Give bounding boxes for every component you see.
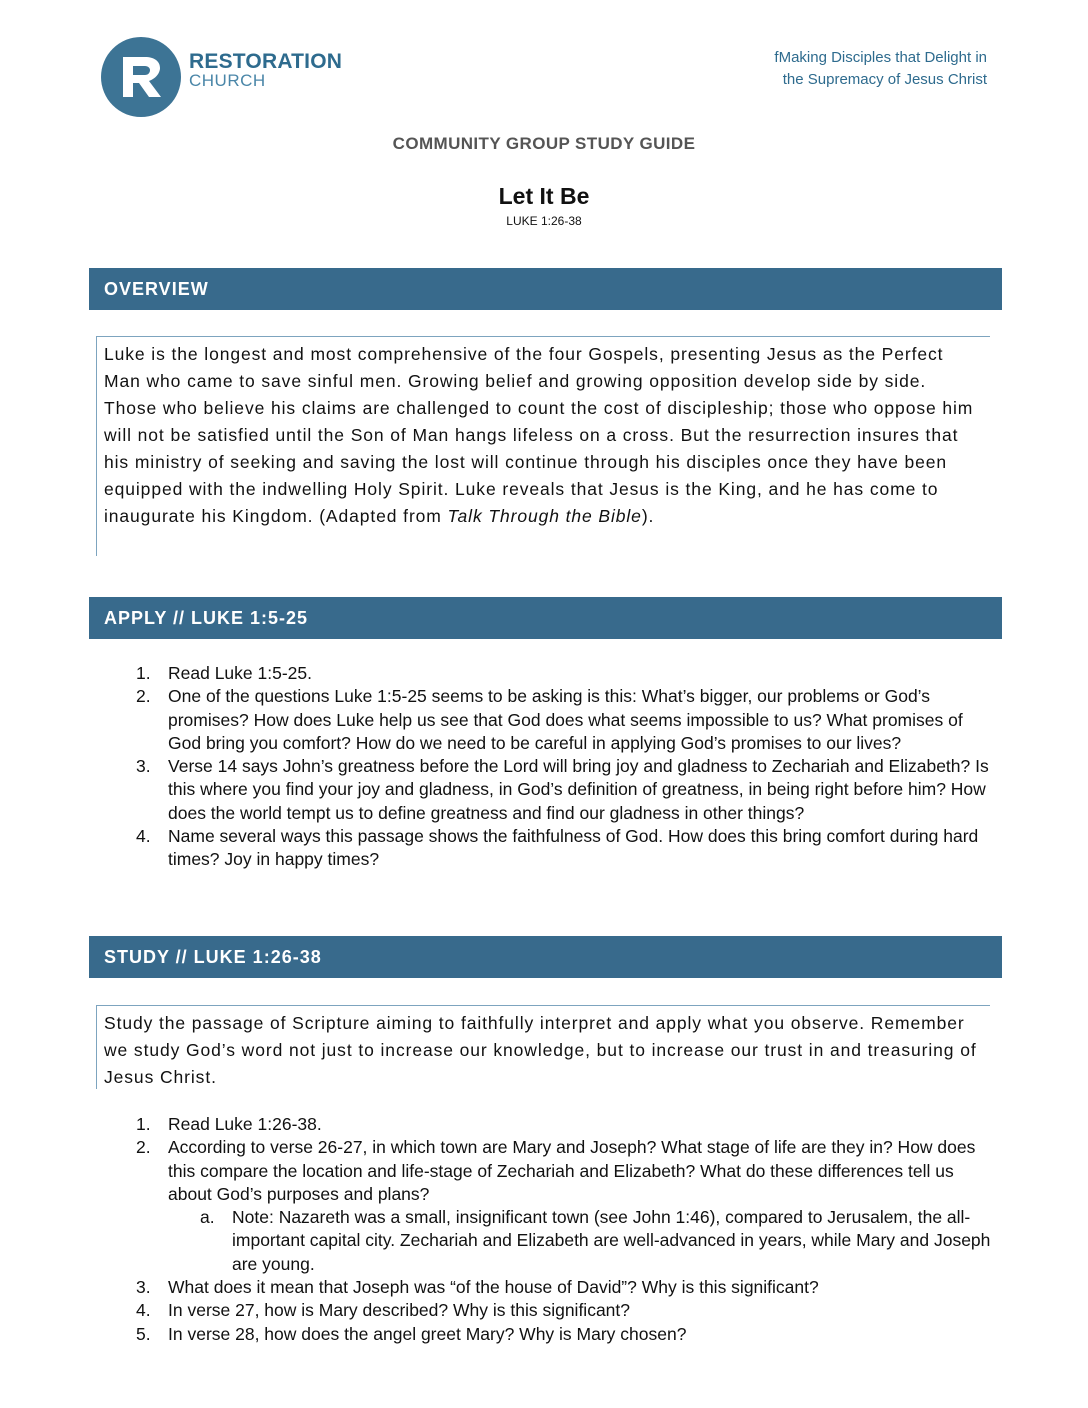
list-item [136,755,992,825]
list-number: 3. [136,756,151,777]
sub-list-letter: a. [200,1207,215,1228]
apply-question-list [136,662,992,872]
list-number: 2. [136,686,151,707]
overview-body: Luke is the longest and most comprehensive of the four Gospels, presenting Jesus as the Perfect Man who came to save sinful men. Growing belief and growing opposition develop side by side. Those who believe his claims are challenged to count the cost of discipleship; those who oppose him will not be satisfied until the Son of Man hangs lifeless on a cross. But the resurrection insures that his ministry of seeking and saving the lost will continue through his disciples once they have been equipped with the indwelling Holy Spirit. Luke reveals that Jesus is the King, and he has come to inaugurate his Kingdom. (Adapted from [104,344,974,526]
scripture-reference: LUKE 1:26-38 [506,214,582,228]
logo-wordmark [189,51,342,89]
list-number: 5. [136,1323,151,1344]
list-item [136,1323,992,1346]
list-text: In verse 27, how is Mary described? Why is this significant? [168,1300,630,1321]
list-item [136,825,992,872]
list-text: Read Luke 1:26-38. [168,1114,322,1134]
sub-list-item [200,1206,992,1276]
study-intro-text: Study the passage of Scripture aiming to faithfully interpret and apply what you observe. Remember we study God’s word not just to increase our knowledge, but to increase our trust in and treasuring of Jesus Christ. [104,1013,977,1087]
list-number: 4. [136,1300,151,1321]
sub-list [168,1206,992,1276]
tagline-line-2: the Supremacy of Jesus Christ [782,71,987,88]
list-item [136,1136,992,1276]
study-question-list [136,1113,992,1346]
study-intro-box [96,1005,990,1089]
list-item [136,662,992,685]
sub-list-text: Note: Nazareth was a small, insignificant town (see John 1:46), compared to Jerusalem, the all-important capital city. Zechariah and Elizabeth are well-advanced in years, while Mary and Joseph are young. [232,1207,991,1274]
page-header [0,0,1088,130]
study-heading: STUDY // LUKE 1:26-38 [89,936,1002,978]
list-number: 2. [136,1137,151,1158]
list-text: According to verse 26-27, in which town are Mary and Joseph? What stage of life are they in? How does this compare the location and life-stage of Zechariah and Elizabeth? What do these differences tell us about God’s purposes and plans? [168,1137,976,1204]
document-title: Let It Be [498,183,590,209]
list-number: 1. [136,663,151,683]
overview-book-title: Talk Through the Bible [447,506,642,526]
logo-line-church: CHURCH [189,71,266,90]
church-tagline [774,47,987,91]
restoration-church-logo-icon [101,37,181,117]
overview-heading: OVERVIEW [89,268,1002,310]
list-item [136,1299,992,1322]
logo-line-restoration: RESTORATION [189,50,343,73]
list-item [136,1113,992,1136]
overview-text [104,341,980,530]
list-text: One of the questions Luke 1:5-25 seems to be asking is this: What’s bigger, our problems or God’s promises? How does Luke help us see that God does what seems impossible to us? What promises of God bring you comfort? How do we need to be careful in applying God’s promises to our lives? [168,686,963,753]
list-item [136,1276,992,1299]
list-text: Read Luke 1:5-25. [168,663,312,683]
list-item [136,685,992,755]
list-number: 3. [136,1277,151,1298]
overview-box [96,336,990,556]
guide-title: COMMUNITY GROUP STUDY GUIDE [392,134,696,153]
tagline-line-1: fMaking Disciples that Delight in [774,49,987,66]
list-text: What does it mean that Joseph was “of the house of David”? Why is this significant? [168,1277,819,1298]
list-text: Verse 14 says John’s greatness before the Lord will bring joy and gladness to Zechariah and Elizabeth? Is this where you find your joy and gladness, in God’s definition of greatness, in being right before him? How does the world tempt us to define greatness and find our gladness in other things? [168,756,989,823]
list-text: In verse 28, how does the angel greet Mary? Why is Mary chosen? [168,1323,687,1344]
list-text: Name several ways this passage shows the faithfulness of God. How does this bring comfort during hard times? Joy in happy times? [168,826,979,870]
apply-heading: APPLY // LUKE 1:5-25 [89,597,1002,639]
list-number: 1. [136,1114,151,1134]
list-number: 4. [136,826,151,847]
overview-end: ). [641,506,655,526]
